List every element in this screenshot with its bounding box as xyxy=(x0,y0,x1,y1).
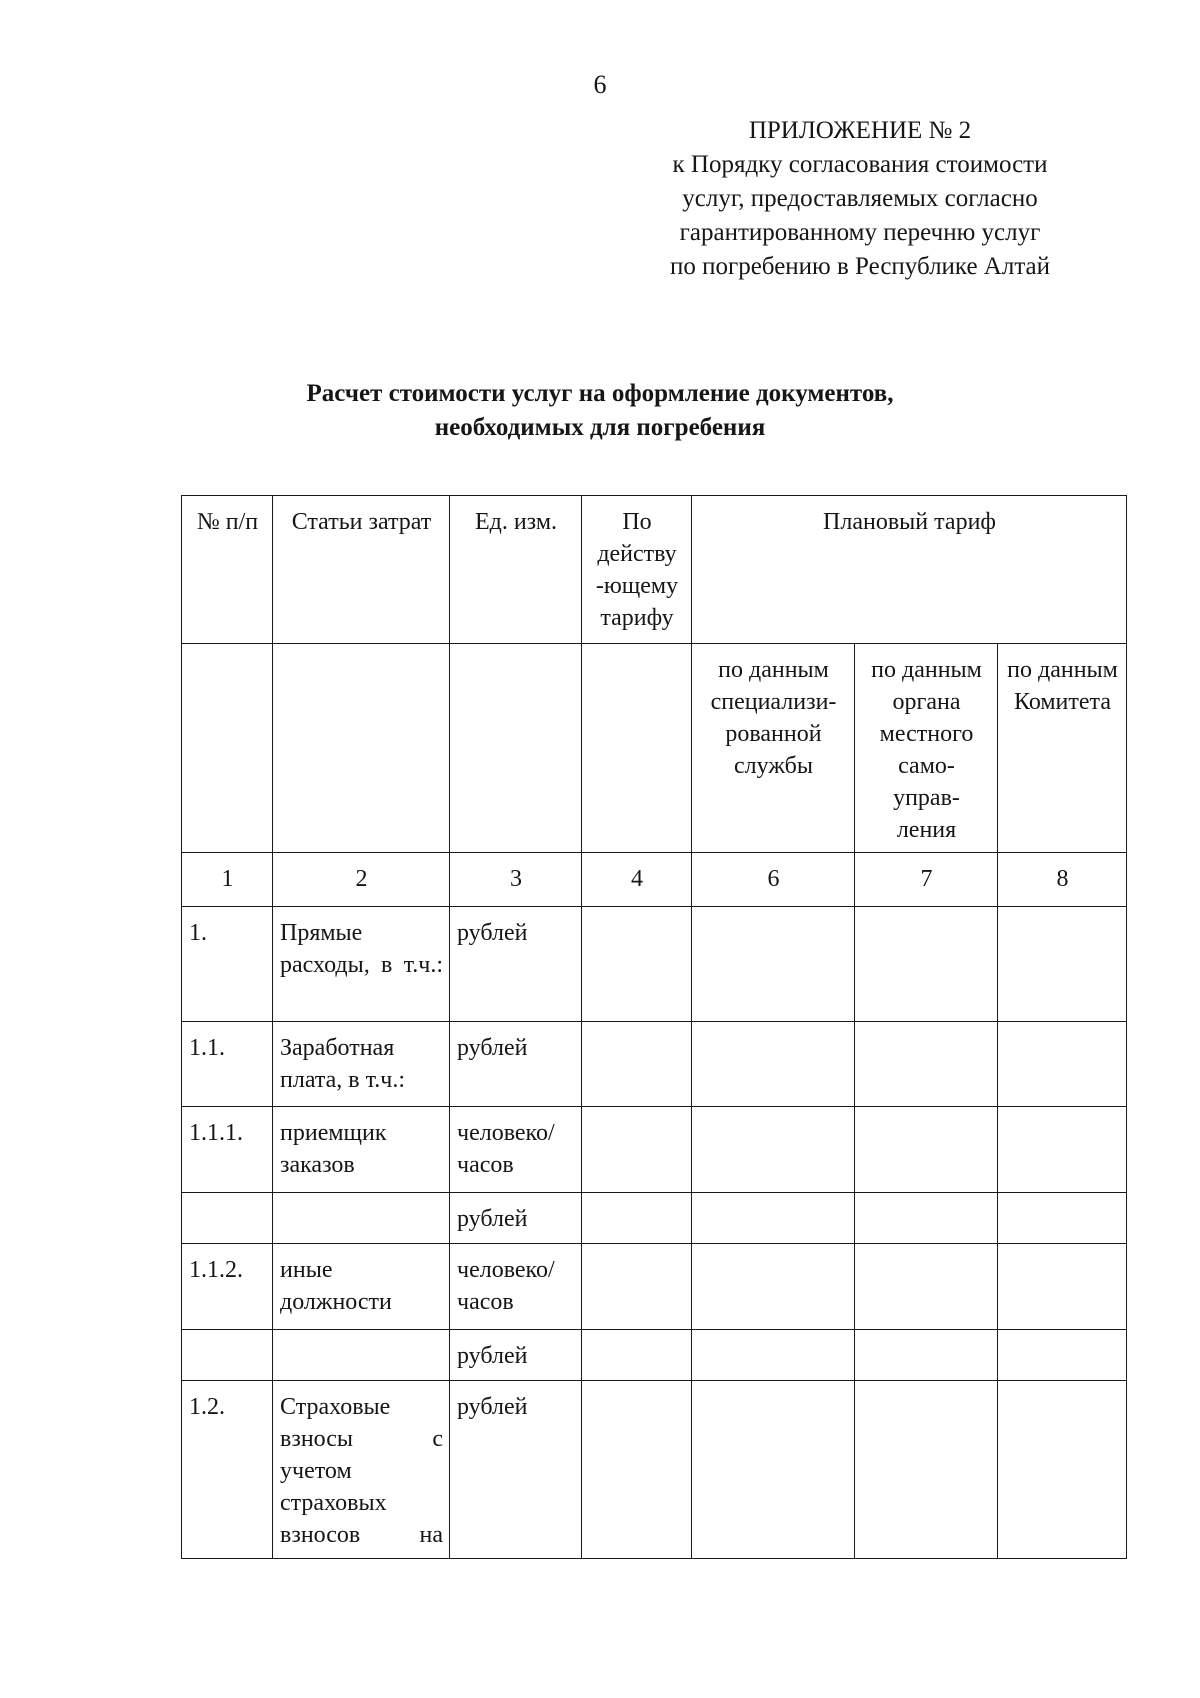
page-number: 6 xyxy=(593,70,607,99)
value-cell xyxy=(582,907,692,1022)
header-unit: Ед. изм. xyxy=(450,496,582,644)
value-cell xyxy=(855,1107,998,1193)
subheader-specialized-service: по данным специализи- рованной службы xyxy=(692,644,855,853)
row-unit: рублей xyxy=(450,1193,582,1244)
value-cell xyxy=(998,1107,1127,1193)
row-number xyxy=(182,1330,273,1381)
value-cell xyxy=(692,1244,855,1330)
row-number: 1.1.2. xyxy=(182,1244,273,1330)
appendix-line: к Порядку согласования стоимости xyxy=(672,151,1048,178)
value-cell xyxy=(582,1193,692,1244)
value-cell xyxy=(998,1022,1127,1107)
header-planned-tariff: Плановый тариф xyxy=(692,496,1127,644)
row-unit: рублей xyxy=(450,1381,582,1559)
value-cell xyxy=(855,1193,998,1244)
header-row xyxy=(182,496,1127,644)
column-numbers-row xyxy=(182,853,1127,907)
value-cell xyxy=(998,1330,1127,1381)
header-current-tariff: По действу -ющему тарифу xyxy=(582,496,692,644)
table-row xyxy=(182,907,1127,1022)
appendix-title: ПРИЛОЖЕНИЕ № 2 xyxy=(748,117,972,144)
table-row xyxy=(182,1107,1127,1193)
row-item xyxy=(273,1193,450,1244)
table-row xyxy=(182,1193,1127,1244)
appendix-line: услуг, предоставляемых согласно xyxy=(682,185,1038,212)
value-cell xyxy=(582,1330,692,1381)
column-number: 1 xyxy=(182,853,273,907)
value-cell xyxy=(582,1107,692,1193)
column-number: 8 xyxy=(998,853,1127,907)
row-item: Прямые расходы, в т.ч.: xyxy=(273,907,450,1022)
table-row xyxy=(182,1022,1127,1107)
value-cell xyxy=(855,1381,998,1559)
value-cell xyxy=(998,1244,1127,1330)
value-cell xyxy=(998,1193,1127,1244)
value-cell xyxy=(582,1244,692,1330)
value-cell xyxy=(582,1022,692,1107)
row-number: 1.2. xyxy=(182,1381,273,1559)
column-number: 4 xyxy=(582,853,692,907)
value-cell xyxy=(855,1244,998,1330)
column-number: 3 xyxy=(450,853,582,907)
value-cell xyxy=(692,1022,855,1107)
value-cell xyxy=(692,1193,855,1244)
row-number xyxy=(182,1193,273,1244)
empty-cell xyxy=(182,644,273,853)
appendix-block xyxy=(640,114,1080,284)
row-item: Страховые взносы с учетом страховых взносов на xyxy=(273,1381,450,1559)
empty-cell xyxy=(582,644,692,853)
empty-cell xyxy=(450,644,582,853)
cost-table xyxy=(181,495,1127,1559)
value-cell xyxy=(692,1330,855,1381)
appendix-line: гарантированному перечню услуг xyxy=(679,219,1041,246)
row-item xyxy=(273,1330,450,1381)
value-cell xyxy=(998,907,1127,1022)
table-row xyxy=(182,1244,1127,1330)
subheader-committee: по данным Комитета xyxy=(998,644,1127,853)
row-unit: рублей xyxy=(450,1330,582,1381)
row-unit: человеко/ часов xyxy=(450,1244,582,1330)
row-item: приемщик заказов xyxy=(273,1107,450,1193)
value-cell xyxy=(855,1330,998,1381)
value-cell xyxy=(998,1381,1127,1559)
table-row xyxy=(182,1381,1127,1559)
header-num: № п/п xyxy=(182,496,273,644)
row-item: Заработная плата, в т.ч.: xyxy=(273,1022,450,1107)
empty-cell xyxy=(273,644,450,853)
subheader-local-government: по данным органа местного само- управ- ления xyxy=(855,644,998,853)
row-number: 1.1.1. xyxy=(182,1107,273,1193)
value-cell xyxy=(692,1107,855,1193)
value-cell xyxy=(855,1022,998,1107)
document-title-line: Расчет стоимости услуг на оформление документов, xyxy=(306,380,894,407)
value-cell xyxy=(692,1381,855,1559)
header-items: Статьи затрат xyxy=(273,496,450,644)
value-cell xyxy=(855,907,998,1022)
subheader-row xyxy=(182,644,1127,853)
value-cell xyxy=(692,907,855,1022)
row-unit: рублей xyxy=(450,907,582,1022)
column-number: 6 xyxy=(692,853,855,907)
column-number: 2 xyxy=(273,853,450,907)
row-unit: человеко/ часов xyxy=(450,1107,582,1193)
row-number: 1. xyxy=(182,907,273,1022)
row-unit: рублей xyxy=(450,1022,582,1107)
row-item: иные должности xyxy=(273,1244,450,1330)
value-cell xyxy=(582,1381,692,1559)
document-title xyxy=(0,377,1200,445)
table-row xyxy=(182,1330,1127,1381)
document-title-line: необходимых для погребения xyxy=(434,414,766,441)
row-number: 1.1. xyxy=(182,1022,273,1107)
appendix-line: по погребению в Республике Алтай xyxy=(669,253,1051,280)
column-number: 7 xyxy=(855,853,998,907)
